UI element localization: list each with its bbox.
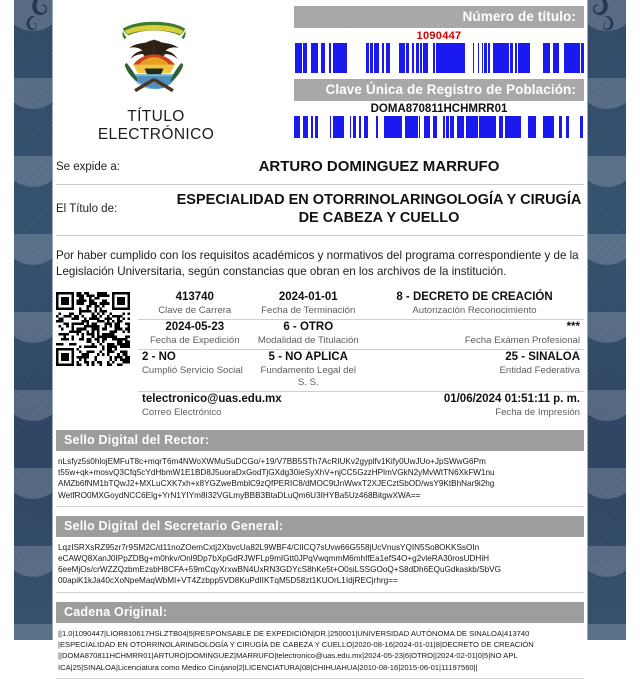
field-value: 2024-05-23 <box>165 321 225 333</box>
decorative-border-right <box>587 0 626 640</box>
field-cumplio-servicio-social <box>138 350 252 392</box>
fields-row <box>138 320 584 350</box>
field-value: 2024-01-01 <box>278 291 338 303</box>
sello-line: eCAWQ8XanJ0IPpZDBg+m0hkv/Onl9Dp7bXpGdRJWFLp9mIGtt0JPqVwqmmM6mhIfEa1efS4O+g2vleRA30rosUDHiH <box>58 554 490 564</box>
field-value: 2 - NO <box>142 351 176 363</box>
field-label: Fundamento Legal del S. S. <box>260 365 356 388</box>
field-label: Correo Electrónico <box>142 407 222 418</box>
field-label: Fecha de Impresión <box>495 407 580 418</box>
field-label: Fecha de Expedición <box>149 335 240 346</box>
certificate-content <box>56 0 584 672</box>
field-modalidad-titulacion <box>252 320 366 350</box>
field-value: 5 - NO APLICA <box>268 351 348 363</box>
cadena-original-heading: Cadena Original: <box>56 602 584 623</box>
fields-row <box>138 290 584 320</box>
field-fundamento-legal <box>252 350 366 392</box>
field-fecha-examen-profesional <box>365 320 584 350</box>
field-spacer <box>286 392 388 421</box>
sello-rector-body <box>56 451 584 507</box>
titulo-label: El Título de: <box>56 203 118 215</box>
field-label: Autorización Reconocimiento <box>412 305 537 316</box>
field-fecha-terminacion <box>252 290 366 320</box>
field-label: Cumplió Servicio Social <box>142 365 243 376</box>
data-section <box>56 290 584 421</box>
page-title-line2: ELECTRÓNICO <box>97 126 215 143</box>
fields-row <box>138 350 584 392</box>
sello-line: t55w+qk+mosvQ3Cfq5cYdHbmW1E1BD8J5uoraDxGodTjGXdg30ieSyXhV+njCC5GzzHPlmVGkN2yMvWtTN6XkFW1nu <box>58 468 495 478</box>
university-crest-icon <box>102 8 206 112</box>
sello-rector-section <box>56 430 584 507</box>
sello-rector-heading: Sello Digital del Rector: <box>56 430 584 451</box>
field-value: telectronico@uas.edu.mx <box>142 393 282 405</box>
cadena-line: ICA|25|SINALOA|Licenciatura como Medico Cirujano|2|LICENCIATURA|08|CHIHUAHUA|2010-08-16|2015-06-01|11197560|| <box>58 662 478 672</box>
barcode-curp <box>294 116 584 138</box>
recipient-name-row <box>56 152 584 185</box>
fields-grid <box>138 290 584 421</box>
field-fecha-expedicion <box>138 320 252 350</box>
sello-line: 00apiK1kJa40cXoNpeMaqWbMI+VT4Zzbpp5VD8KuPdIIKTqM5D58zt1KUOrL1IdjRECjrhrg== <box>58 576 398 586</box>
decorative-border-left <box>14 0 53 640</box>
degree-title-row <box>56 185 584 236</box>
sello-line: LqzISRXsRZ95zr7r9SM2C/d11noZOemCxtj2XbvcUa82L9WBF4/ClICQ7sUvw66G558jUcVnusYQIN5So8OKKSsOIn <box>58 542 480 552</box>
field-value: 413740 <box>175 291 214 303</box>
field-clave-carrera <box>138 290 252 320</box>
qr-code <box>56 292 130 366</box>
degree-title: ESPECIALIDAD EN OTORRINOLARINGOLOGÍA Y CIRUGÍA DE CABEZA Y CUELLO <box>176 192 582 226</box>
header-codes <box>294 6 584 138</box>
field-value: 8 - DECRETO DE CREACIÓN <box>396 291 553 303</box>
expide-label: Se expide a: <box>56 161 120 173</box>
field-correo-electronico <box>138 392 286 421</box>
field-value: 01/06/2024 01:51:11 p. m. <box>443 393 580 405</box>
curp-value: DOMA870811HCHMRR01 <box>370 103 508 115</box>
field-label: Modalidad de Titulación <box>257 335 359 346</box>
field-label: Clave de Carrera <box>158 305 232 316</box>
cadena-line: ||1.0|1090447|LIOR810617HSLZTB04|5|RESPONSABLE DE EXPEDICIÓN|DR.|250001|UNIVERSIDAD AUTÓNOMA DE SINALOA|413740 <box>58 628 530 638</box>
field-autorizacion-reconocimiento <box>365 290 584 320</box>
field-label: Fecha Exámen Profesional <box>464 335 580 346</box>
sello-secretario-heading: Sello Digital del Secretario General: <box>56 516 584 537</box>
sello-line: nLsfyz5s0hlojEMFuT8c+mqrT6m4NWoXWMuSuDCGo/+19/V7BB5STh7AcRIUKv2gyplfv1Kify0UwJUo+JpSWwG6Pm <box>58 457 486 466</box>
sello-secretario-body <box>56 537 584 593</box>
page-title <box>66 108 246 144</box>
field-entidad-federativa <box>365 350 584 392</box>
certificate-header <box>56 0 584 152</box>
cadena-original-body <box>56 623 584 679</box>
page-title-line1: TÍTULO <box>127 108 185 125</box>
recipient-name: ARTURO DOMINGUEZ MARRUFO <box>258 158 500 175</box>
numero-titulo-value: 1090447 <box>416 30 462 42</box>
field-label: Entidad Federativa <box>499 365 580 376</box>
field-fecha-impresion <box>388 392 584 421</box>
fields-row <box>138 392 584 421</box>
cadena-line: ||DOMA870811HCHMRR01|ARTURO|DOMINGUEZ|MARRUFO|telectronico@uas.edu.mx|2024-05-23|6|OTRO||2024-02-01|0|5|NO APL <box>58 651 518 661</box>
field-value: 6 - OTRO <box>283 321 334 333</box>
field-label <box>290 392 384 393</box>
numero-titulo-label: Número de título: <box>294 6 584 28</box>
sello-secretario-section <box>56 516 584 593</box>
cadena-original-section <box>56 602 584 679</box>
cadena-line: |ESPECIALIDAD EN OTORRINOLARINGOLOGÍA Y CIRUGÍA DE CABEZA Y CUELLO|2020-08-16|2024-01-01|8|DECRETO DE CREACIÓN <box>58 640 534 650</box>
sello-line: 6eeMjOs/crWZZQzbmEzsbH8CFA+59mCqyXrxwBN4UxRN3GDYcS8hKe5t+O0siLSSGOoQ+S8dDh6EQuGdkaskb/SbVG <box>58 565 501 575</box>
field-value: *** <box>566 321 580 333</box>
statement-paragraph: Por haber cumplido con los requisitos académicos y normativos del programa correspondiente y de la Legislación Universitaria, según constancias que obran en los archivos de la institución. <box>56 249 579 278</box>
sello-line: AMZb6fNM1bTQwJ2+MXLuCXK7xh+x8YGZweBmblC9zQfPERIC8/dMOC9tJnWwxT2XJECztSbOD/wsY9KtBhNar9i2hg <box>58 479 495 489</box>
field-label: Fecha de Terminación <box>261 305 356 316</box>
barcode-numero-titulo <box>294 43 584 73</box>
sello-line: WetfRO0MXGoydNCC6Elg+YrN1YIYm8I32VGLmyBBB3BtaDLuQm6U3IHYBa5Uz468BitgwXWA== <box>58 490 421 500</box>
field-value: 25 - SINALOA <box>505 351 580 363</box>
curp-label: Clave Única de Registro de Población: <box>294 79 584 101</box>
